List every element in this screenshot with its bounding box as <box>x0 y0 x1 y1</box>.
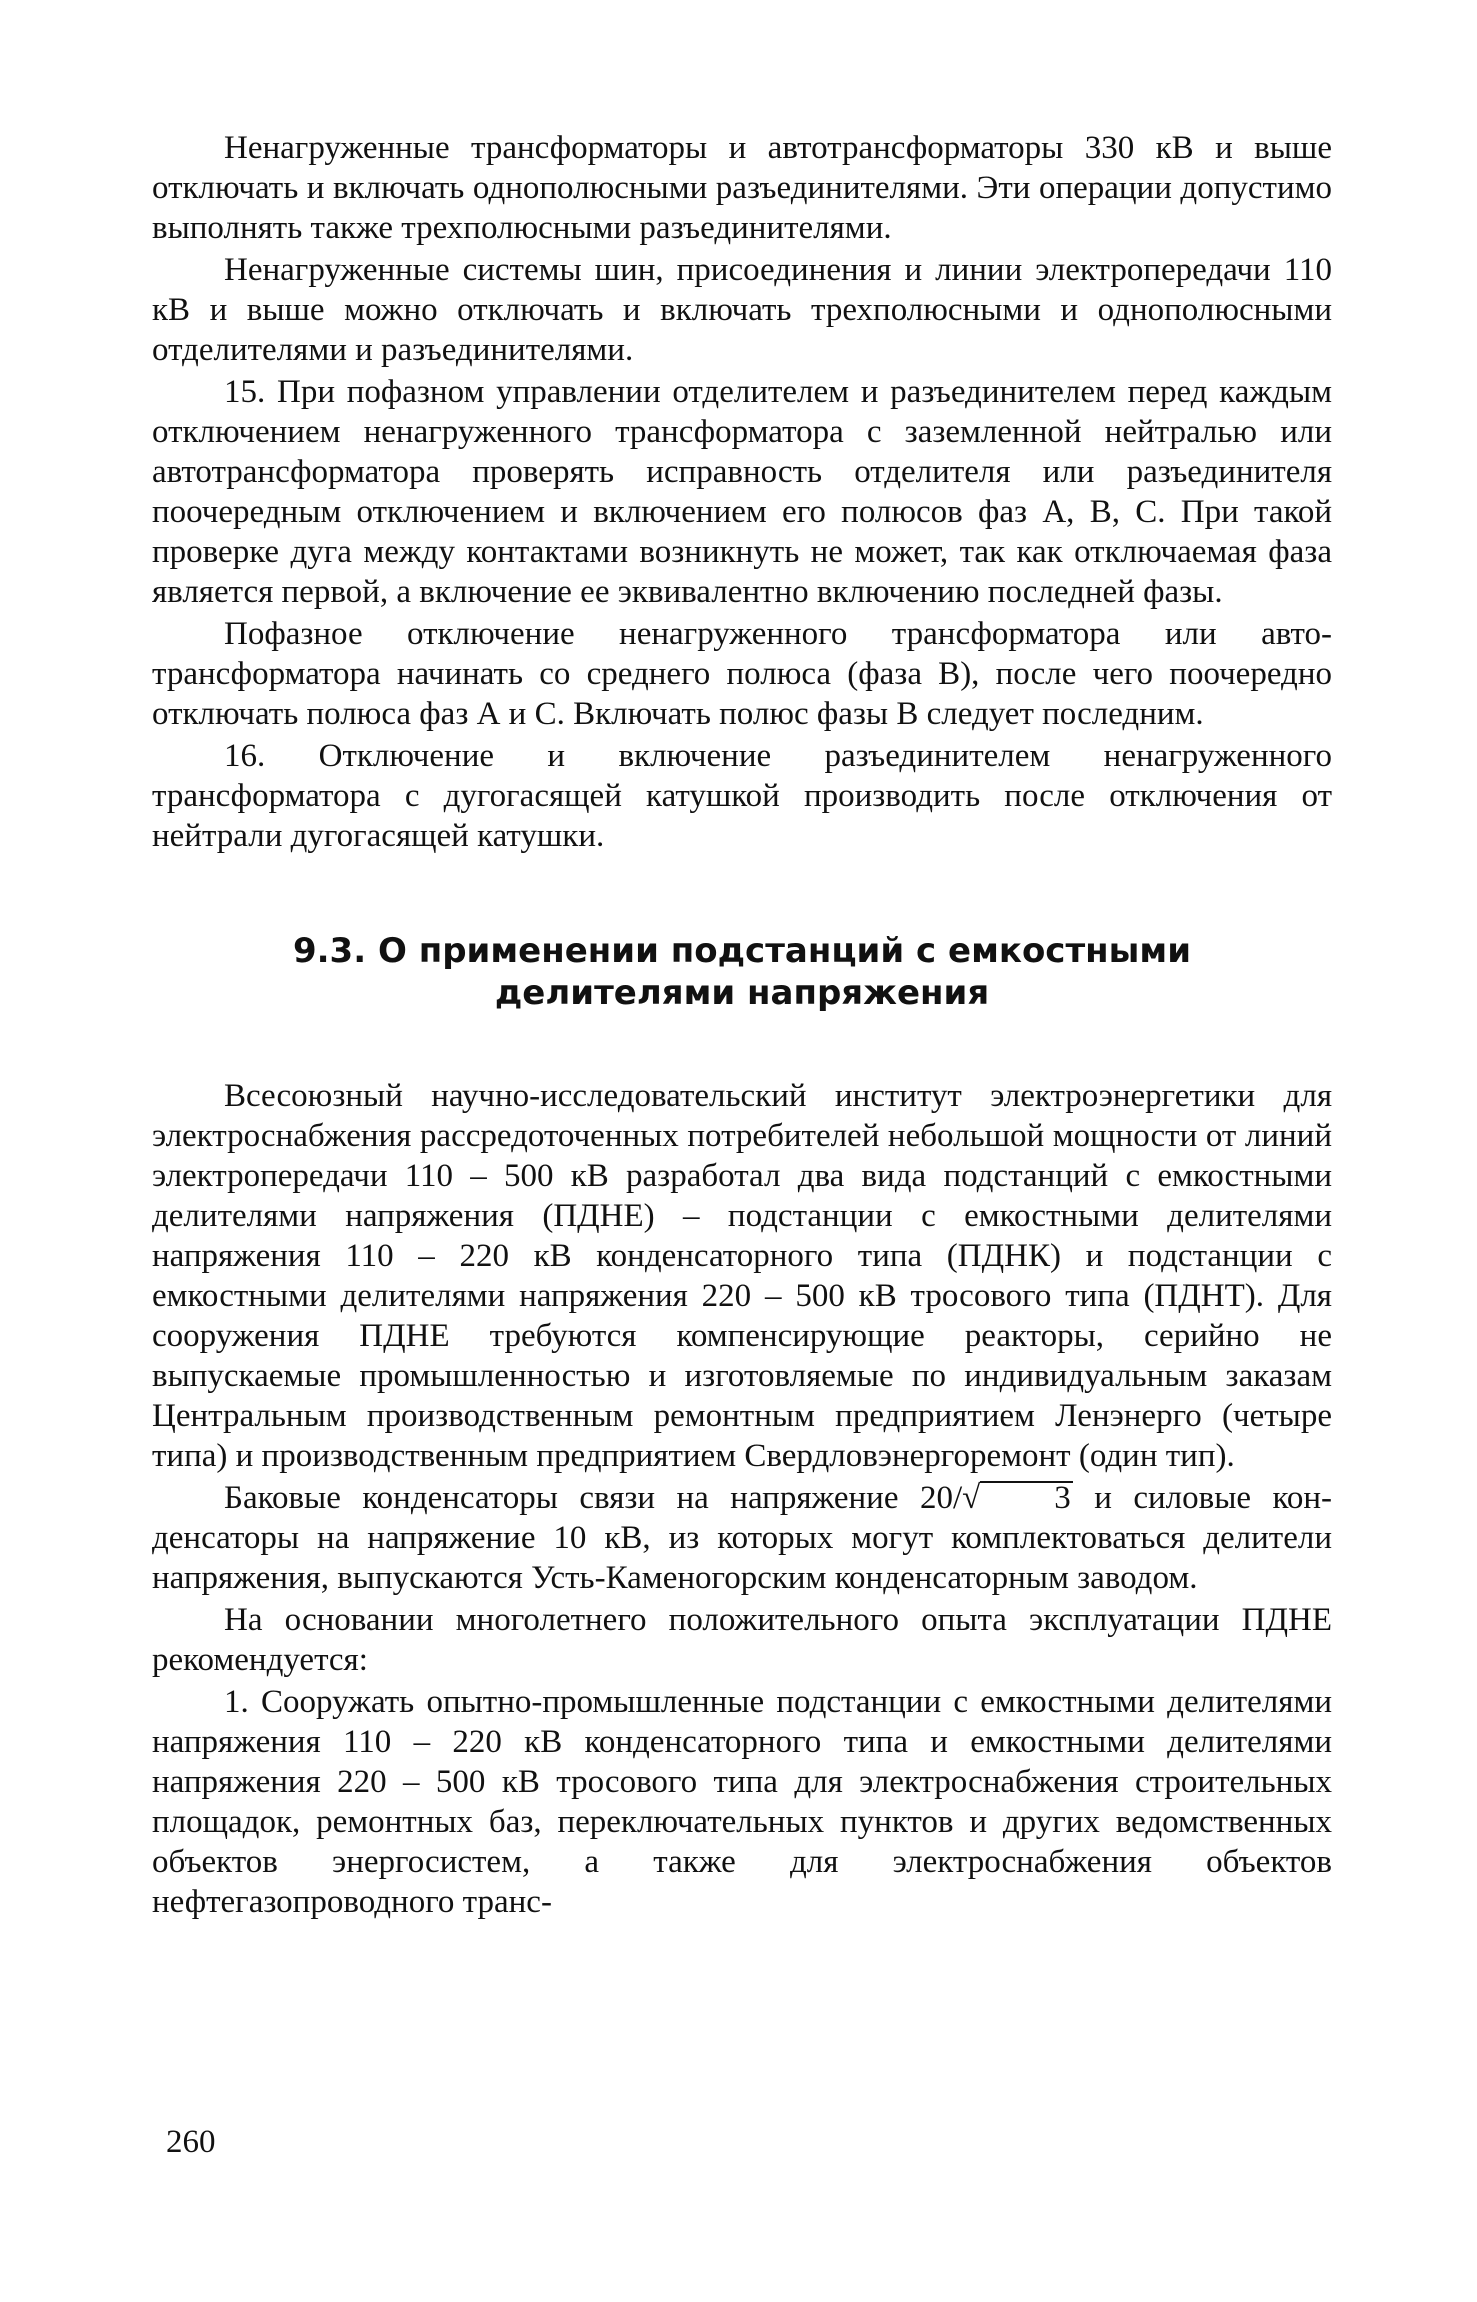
paragraph-item-1: 1. Сооружать опытно-промышленные подстанции с емкостными делителями напряжения 110 – 220 кВ конденсаторного типа и емкостными делителями напряжения 220 – 500 кВ тросового типа для электроснабжения строительных площадок, ремонтных баз, переключательных пунктов и других ведомственных объектов энергосистем, а также для электроснабжения объектов нефтегазопроводного транс- <box>152 1684 1332 1920</box>
capacitors-text-end: и силовые конденсаторы на напряжение 10 кВ, из которых могут комплектоваться делители напряжения, выпускаются Усть-Каменогорским конденсаторным заводом. <box>152 1480 1332 1596</box>
paragraph-recommended: На основании многолетнего положительного опыта эксплуатации ПДНЕ рекомендуется: <box>152 1602 1332 1678</box>
section-heading-line-2: делителями напряжения <box>494 973 990 1013</box>
paragraph-bus-systems: Ненагруженные системы шин, присоединения и линии электропередачи 110 кВ и выше можно отключать и включать трехполюсными и однополюсными отделителями и разъединителями. <box>152 252 1332 368</box>
paragraph-phase-switching: Пофазное отключение ненагруженного трансформатора или автотрансформатора начинать со среднего полюса (фаза В), после чего поочередно отключать полюса фаз А и С. Включать полюс фазы В следует последним. <box>152 616 1332 732</box>
sqrt-symbol: √ <box>962 1480 981 1516</box>
paragraph-330kv: Ненагруженные трансформаторы и автотрансформаторы 330 кВ и выше отключать и включать однополюсными разъединителями. Эти операции допустимо выполнять также трехполюсными разъединителями. <box>152 130 1332 246</box>
page-body <box>152 128 1332 1924</box>
section-heading <box>152 930 1332 1014</box>
paragraph-item-15: 15. При пофазном управлении отделителем и разъединителем перед каждым отключением ненагруженного трансформатора с заземленной нейтралью или автотрансформатора проверять исправность отделителя или разъединителя поочередным отключением и включением его полюсов фаз А, В, С. При такой проверке дуга между контактами возникнуть не может, так как отключаемая фаза является первой, а включение ее эквивалентно включению последней фазы. <box>152 374 1332 610</box>
paragraph-institute: Всесоюзный научно-исследовательский институт электроэнергетики для электроснабжения рассредоточенных потребителей небольшой мощности от линий электропередачи 110 – 500 кВ разработал два вида подстанций с емкостными делителями напряжения (ПДНЕ) – подстанции с емкостными делителями напряжения 110 – 220 кВ конденсаторного типа (ПДНК) и подстанции с емкостными делителями напряжения 220 – 500 кВ тросового типа (ПДНТ). Для сооружения ПДНЕ требуются компенсирующие реакторы, серийно не выпускаемые промышленностью и изготовляемые по индивидуальным заказам Центральным производственным ремонтным предприятием Ленэнерго (четыре типа) и производственным предприятием Свердловэнергоремонт (один тип). <box>152 1078 1332 1474</box>
paragraph-item-16: 16. Отключение и включение разъединителем ненагруженного трансформатора с дугогасящей катушкой производить после отключения от нейтрали дугогасящей катушки. <box>152 738 1332 854</box>
sqrt-radicand: 3 <box>980 1481 1073 1513</box>
capacitors-text-start: Баковые конденсаторы связи на напряжение 20/ <box>224 1480 963 1516</box>
page-number: 260 <box>166 2124 216 2160</box>
paragraph-capacitors <box>152 1478 1332 1598</box>
section-heading-line-1: 9.3. О применении подстанций с емкостными <box>292 931 1192 971</box>
